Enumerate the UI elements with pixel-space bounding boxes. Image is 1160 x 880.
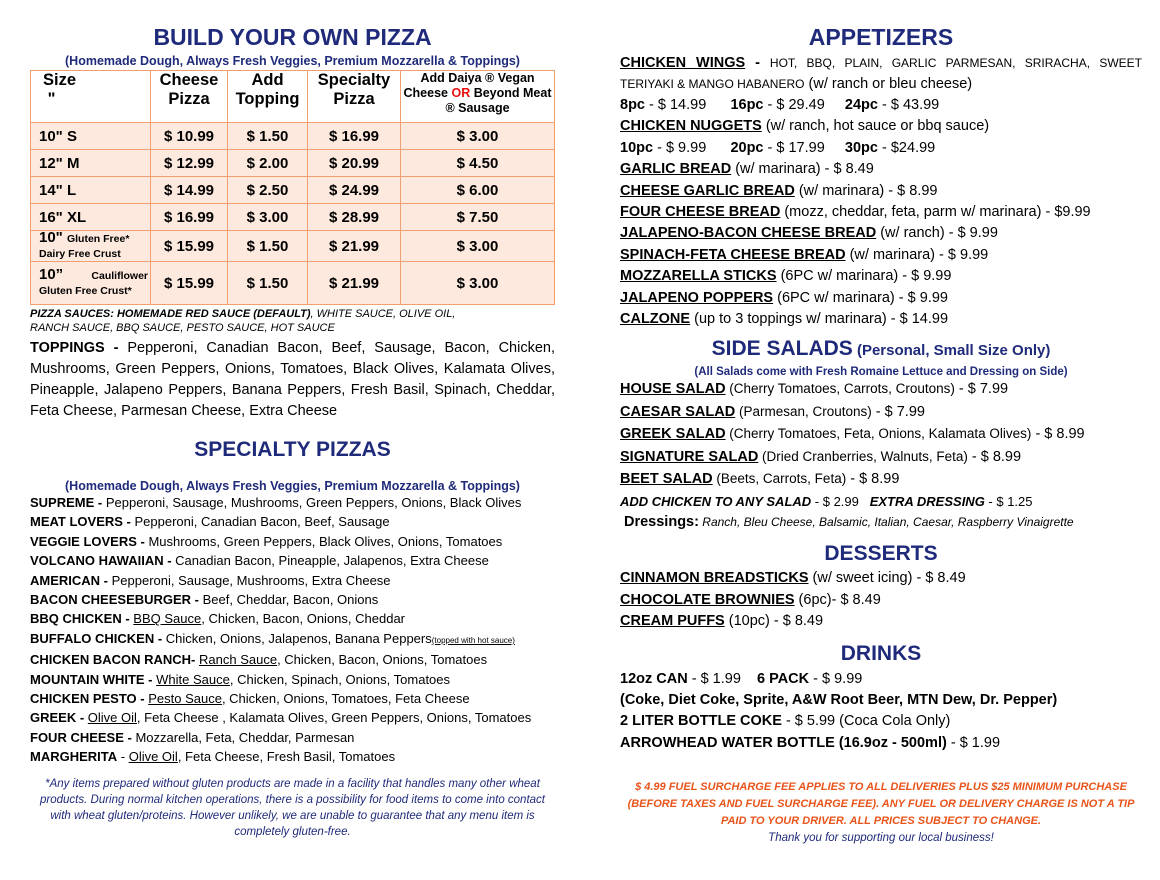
vegan-price: $ 3.00: [401, 123, 555, 150]
pizza-desc: Mushrooms, Green Peppers, Black Olives, Onions, Tomatoes: [148, 533, 503, 549]
topping-price: $ 2.00: [228, 150, 308, 177]
pizza-price-table: [30, 70, 555, 305]
item-name: CAESAR SALAD: [620, 403, 736, 420]
item-price: $ 14.99: [899, 311, 949, 328]
list-item: [30, 493, 555, 512]
item-price: $ 8.49: [833, 161, 874, 178]
vegan-price: $ 7.50: [401, 204, 555, 231]
item-name: BEET SALAD: [620, 471, 713, 488]
item-name: SIGNATURE SALAD: [620, 448, 759, 465]
separator: -: [117, 749, 129, 765]
pizza-sauces: PIZZA SAUCES: HOMEMADE RED SAUCE (DEFAULT), WHITE SAUCE, OLIVE OIL, RANCH SAUCE, BBQ SAUCE, PESTO SAUCE, HOT SAUCE: [30, 308, 456, 334]
can-item: 12oz CAN - $ 1.99 6 PACK - $ 9.99: [620, 670, 863, 687]
salad-addons: ADD CHICKEN TO ANY SALAD - $ 2.99 EXTRA DRESSING - $ 1.25: [620, 493, 1033, 509]
list-item: [620, 245, 1142, 266]
list-item: [620, 202, 1142, 223]
size-cell: 10" Gluten Free* Dairy Free Crust: [31, 231, 151, 262]
pizza-name: MARGHERITA: [30, 749, 118, 765]
list-item: [620, 159, 1142, 180]
cheese-price: $ 15.99: [151, 231, 228, 262]
right-column: [620, 0, 1142, 846]
list-item: [620, 378, 1142, 400]
table-row: [31, 177, 555, 204]
appetizers-title: APPETIZERS: [808, 24, 954, 50]
pizza-desc: , Chicken, Bacon, Onions, Tomatoes: [277, 652, 488, 668]
water-item: ARROWHEAD WATER BOTTLE (16.9oz - 500ml) - $ 1.99: [620, 734, 1001, 751]
item-desc: (w/ ranch) -: [876, 225, 958, 242]
pizza-desc: , Chicken, Bacon, Onions, Cheddar: [201, 611, 405, 627]
item-desc: (w/ sweet icing) - $ 8.49: [808, 570, 966, 587]
item-name: JALAPENO POPPERS: [620, 289, 774, 306]
nuggets-prices: 10pc - $ 9.99 20pc - $ 17.99 30pc - $24.99: [620, 139, 936, 156]
size-header: Size ": [31, 71, 151, 123]
pizza-name: BBQ CHICKEN -: [30, 611, 134, 627]
cheese-price: $ 10.99: [151, 123, 228, 150]
pizza-name: VOLCANO HAWAIIAN -: [30, 553, 176, 569]
vegan-price: $ 4.50: [401, 150, 555, 177]
item-desc: (w/ marinara) -: [731, 161, 834, 178]
item-desc: (Cherry Tomatoes, Feta, Onions, Kalamata Olives): [725, 426, 1032, 442]
item-name: CHEESE GARLIC BREAD: [620, 182, 795, 199]
item-price: $ 9.99: [907, 289, 948, 306]
topping-price: $ 1.50: [228, 262, 308, 305]
specialty-price: $ 28.99: [308, 204, 401, 231]
item-name: SPINACH-FETA CHEESE BREAD: [620, 246, 846, 263]
pizza-desc: Pepperoni, Sausage, Mushrooms, Extra Cheese: [111, 572, 391, 588]
specialty-price: $ 21.99: [308, 262, 401, 305]
sauce-name: Olive Oil: [128, 749, 178, 765]
fuel-fee-note: $ 4.99 FUEL SURCHARGE FEE APPLIES TO ALL DELIVERIES PLUS $25 MINIMUM PURCHASE (BEFORE TAXES AND FUEL SURCHARGE FEE). ANY FUEL OR DELIVERY CHARGE IS NOT A TIP PAID TO YOUR DRIVER. ALL PRICES SUBJECT TO CHANGE.: [627, 781, 1135, 828]
list-item: [30, 512, 555, 531]
list-item: [620, 309, 1142, 330]
salad-list: [620, 378, 1142, 490]
specialty-price: $ 16.99: [308, 123, 401, 150]
list-item: [30, 590, 555, 609]
size-cell: 14" L: [31, 177, 151, 204]
vegan-price: $ 3.00: [401, 262, 555, 305]
item-desc: (Beets, Carrots, Feta): [712, 471, 847, 487]
table-row: [31, 123, 555, 150]
table-row: [31, 150, 555, 177]
item-name: CALZONE: [620, 311, 691, 328]
item-price: - $ 8.99: [846, 471, 900, 488]
list-item: [620, 590, 1142, 611]
gluten-note: *Any items prepared without gluten products are made in a facility that handles many other wheat products. During normal kitchen operations, there is a possibility for food items to come into contact with wheat gluten/proteins. However unlikely, we are unable to guarantee that any menu item is completely gluten-free.: [40, 777, 545, 838]
cheese-header: Cheese Pizza: [151, 71, 228, 123]
toppings-list: TOPPINGS - Pepperoni, Canadian Bacon, Beef, Sausage, Bacon, Chicken, Mushrooms, Green Peppers, Onions, Tomatoes, Black Olives, Kalamata Olives, Pineapple, Jalapeno Peppers, Banana Peppers, Fresh Basil, Spinach, Cheddar, Feta Cheese, Parmesan Cheese, Extra Cheese: [30, 340, 555, 419]
item-desc: (6PC w/ marinara) -: [773, 289, 908, 306]
item-price: $ 9.99: [911, 268, 952, 285]
list-item: [620, 611, 1142, 632]
pizza-name: BUFFALO CHICKEN -: [30, 630, 166, 646]
list-item: [30, 532, 555, 551]
list-item: [30, 747, 555, 766]
specialty-price: $ 21.99: [308, 231, 401, 262]
pizza-name: BACON CHEESEBURGER -: [30, 592, 203, 608]
pizza-note: (topped with hot sauce): [431, 635, 515, 645]
specialty-header: Specialty Pizza: [308, 71, 401, 123]
list-item: [30, 708, 555, 727]
pizza-name: CHICKEN BACON RANCH-: [30, 652, 199, 668]
item-name: MOZZARELLA STICKS: [620, 268, 777, 285]
vegan-header: Add Daiya ® Vegan Cheese OR Beyond Meat ® Sausage: [401, 71, 555, 123]
dessert-list: [620, 568, 1142, 632]
item-name: GARLIC BREAD: [620, 161, 732, 178]
list-item: [30, 571, 555, 590]
vegan-price: $ 3.00: [401, 231, 555, 262]
liter-item: 2 LITER BOTTLE COKE - $ 5.99 (Coca Cola Only): [620, 713, 951, 730]
pizza-desc: Mozzarella, Feta, Cheddar, Parmesan: [135, 729, 355, 745]
table-header-row: [31, 71, 555, 123]
table-row: [31, 204, 555, 231]
item-name: GREEK SALAD: [620, 426, 726, 443]
pizza-name: SUPREME -: [30, 495, 106, 510]
build-subtitle: (Homemade Dough, Always Fresh Veggies, Premium Mozzarella & Toppings): [65, 54, 520, 68]
list-item: [620, 568, 1142, 589]
thanks-note: Thank you for supporting our local business!: [768, 832, 994, 845]
topping-price: $ 1.50: [228, 231, 308, 262]
pizza-desc: Chicken, Spinach, Onions, Tomatoes: [233, 671, 451, 687]
size-cell: 10" S: [31, 123, 151, 150]
item-price: - $ 8.99: [967, 448, 1022, 465]
wings-item: CHICKEN WINGS - HOT, BBQ, PLAIN, GARLIC PARMESAN, SRIRACHA, SWEET TERIYAKI & MANGO HABANERO (w/ ranch or bleu cheese): [620, 55, 1142, 92]
nuggets-item: CHICKEN NUGGETS (w/ ranch, hot sauce or bbq sauce): [620, 118, 990, 135]
list-item: [620, 223, 1142, 244]
item-price: $ 9.99: [957, 225, 998, 242]
item-desc: (6pc)- $ 8.49: [794, 591, 881, 608]
item-price: $9.99: [1054, 204, 1091, 221]
item-price: $ 8.99: [897, 182, 938, 199]
pizza-name: CHICKEN PESTO -: [30, 691, 149, 707]
size-cell: 10” Cauliflower Gluten Free Crust*: [31, 262, 151, 305]
list-item: [30, 670, 555, 689]
list-item: [30, 629, 555, 650]
sauce-name: Ranch Sauce: [199, 652, 278, 668]
item-desc: (w/ marinara) -: [794, 182, 898, 199]
drinks-title: DRINKS: [840, 641, 922, 665]
sauce-name: Olive Oil: [87, 710, 137, 726]
wings-prices: 8pc - $ 14.99 16pc - $ 29.49 24pc - $ 43.99: [620, 97, 940, 113]
topping-price: $ 3.00: [228, 204, 308, 231]
list-item: [620, 446, 1142, 468]
item-desc: (mozz, cheddar, feta, parm w/ marinara) -: [780, 204, 1055, 221]
item-name: CINNAMON BREADSTICKS: [620, 570, 809, 587]
list-item: [30, 728, 555, 747]
topping-price: $ 1.50: [228, 123, 308, 150]
pizza-desc: Beef, Cheddar, Bacon, Onions: [202, 592, 379, 608]
pizza-desc: Canadian Bacon, Pineapple, Jalapenos, Extra Cheese: [175, 553, 489, 569]
specialty-subtitle: (Homemade Dough, Always Fresh Veggies, Premium Mozzarella & Toppings): [65, 479, 520, 493]
soda-flavors: (Coke, Diet Coke, Sprite, A&W Root Beer, MTN Dew, Dr. Pepper): [620, 691, 1058, 708]
salads-subtitle: (All Salads come with Fresh Romaine Lettuce and Dressing on Side): [694, 366, 1068, 379]
item-name: CREAM PUFFS: [620, 613, 725, 630]
pizza-name: VEGGIE LOVERS -: [30, 533, 149, 549]
pizza-name: FOUR CHEESE -: [30, 729, 136, 745]
item-name: FOUR CHEESE BREAD: [620, 204, 781, 221]
pizza-name: GREEK -: [30, 710, 88, 726]
list-item: [620, 401, 1142, 423]
size-cell: 16" XL: [31, 204, 151, 231]
left-column: [30, 0, 555, 840]
sauce-name: Pesto Sauce: [148, 691, 222, 707]
pizza-desc: , Feta Cheese , Kalamata Olives, Green Peppers, Onions, Tomatoes: [136, 710, 532, 726]
topping-header: Add Topping: [228, 71, 308, 123]
sauce-name: BBQ Sauce: [133, 611, 202, 627]
specialty-price: $ 24.99: [308, 177, 401, 204]
pizza-desc: Pepperoni, Sausage, Mushrooms, Green Peppers, Onions, Black Olives: [105, 495, 522, 510]
sauce-name: White Sauce,: [156, 671, 234, 687]
list-item: [620, 266, 1142, 287]
pizza-desc: , Feta Cheese, Fresh Basil, Tomatoes: [177, 749, 396, 765]
specialty-list: [30, 493, 555, 767]
pizza-desc: Pepperoni, Canadian Bacon, Beef, Sausage: [134, 514, 390, 530]
build-title: BUILD YOUR OWN PIZZA: [153, 24, 432, 50]
list-item: [30, 650, 555, 669]
item-name: HOUSE SALAD: [620, 381, 726, 398]
list-item: [620, 423, 1142, 445]
item-desc: (6PC w/ marinara) -: [776, 268, 912, 285]
list-item: [620, 288, 1142, 309]
item-price: $ 9.99: [947, 246, 989, 263]
item-desc: (Dried Cranberries, Walnuts, Feta): [758, 448, 968, 464]
pizza-desc: Chicken, Onions, Jalapenos, Banana Peppers: [165, 630, 432, 646]
item-price: - $ 8.99: [1031, 426, 1085, 443]
item-desc: (Cherry Tomatoes, Carrots, Croutons): [725, 381, 955, 397]
item-desc: (10pc) - $ 8.49: [724, 613, 824, 630]
item-desc: (w/ marinara) -: [845, 246, 948, 263]
list-item: [30, 551, 555, 570]
salads-heading: SIDE SALADS (Personal, Small Size Only): [711, 337, 1051, 361]
table-row-cauliflower: [31, 262, 555, 305]
specialty-title: SPECIALTY PIZZAS: [194, 438, 391, 461]
cheese-price: $ 14.99: [151, 177, 228, 204]
list-item: [30, 609, 555, 628]
item-desc: (Parmesan, Croutons): [735, 403, 872, 419]
item-price: - $ 7.99: [954, 381, 1009, 398]
list-item: [620, 181, 1142, 202]
table-row-gluten-free: [31, 231, 555, 262]
list-item: [30, 689, 555, 708]
topping-price: $ 2.50: [228, 177, 308, 204]
specialty-price: $ 20.99: [308, 150, 401, 177]
cheese-price: $ 12.99: [151, 150, 228, 177]
appetizer-list: [620, 159, 1142, 330]
cheese-price: $ 16.99: [151, 204, 228, 231]
item-name: CHOCOLATE BROWNIES: [620, 591, 795, 608]
cheese-price: $ 15.99: [151, 262, 228, 305]
pizza-name: MEAT LOVERS -: [30, 514, 135, 530]
item-name: JALAPENO-BACON CHEESE BREAD: [620, 225, 877, 242]
size-cell: 12" M: [31, 150, 151, 177]
dressings: Dressings: Ranch, Bleu Cheese, Balsamic, Italian, Caesar, Raspberry Vinaigrette: [624, 513, 1074, 530]
desserts-title: DESSERTS: [824, 542, 938, 566]
pizza-name: AMERICAN -: [30, 572, 112, 588]
item-desc: (up to 3 toppings w/ marinara) -: [690, 311, 900, 328]
item-price: - $ 7.99: [871, 403, 925, 420]
pizza-name: MOUNTAIN WHITE -: [30, 671, 157, 687]
list-item: [620, 468, 1142, 490]
pizza-desc: , Chicken, Onions, Tomatoes, Feta Cheese: [221, 691, 470, 707]
vegan-price: $ 6.00: [401, 177, 555, 204]
